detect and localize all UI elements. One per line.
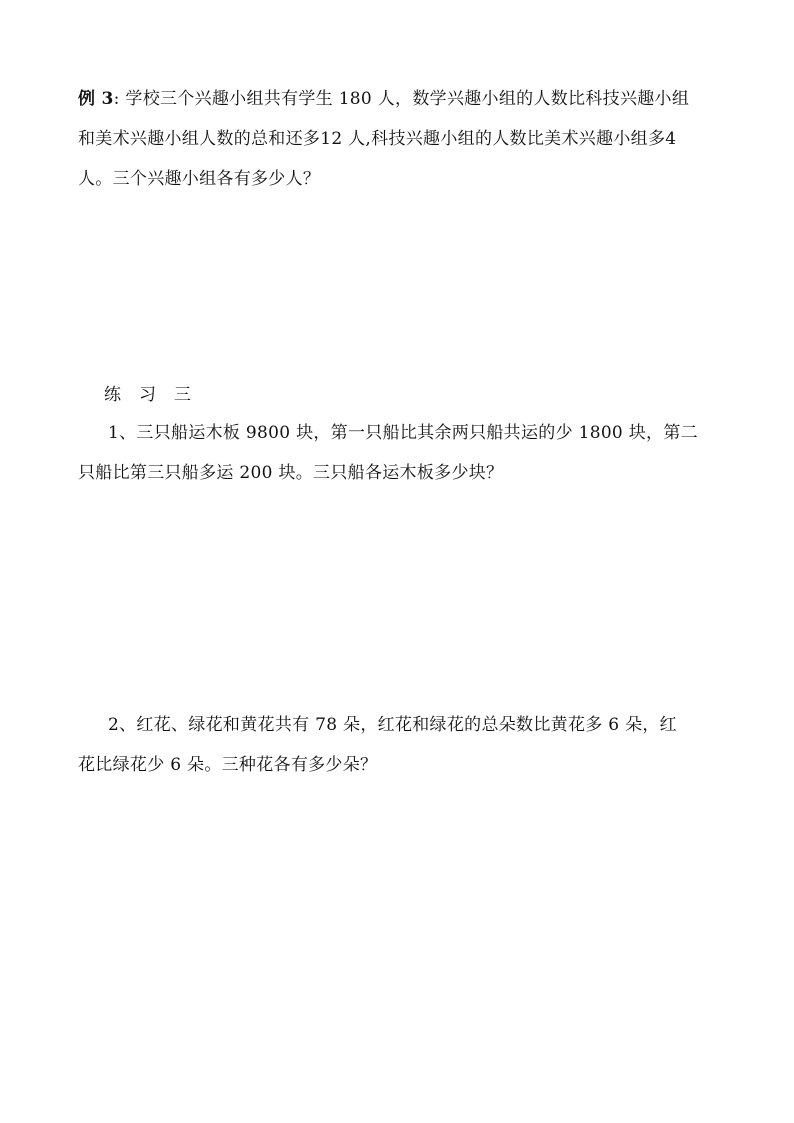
example-line-2: 和美术兴趣小组人数的总和还多12 人,科技兴趣小组的人数比美术兴趣小组多4 xyxy=(78,129,677,149)
exercise-1-line-1: 1、三只船运木板 9800 块，第一只船比其余两只船共运的少 1800 块，第二 xyxy=(108,423,698,443)
section-title: 练 习 三 xyxy=(104,385,192,405)
example-line-3: 人。三个兴趣小组各有多少人？ xyxy=(78,169,321,189)
example-label: 例 3 xyxy=(78,89,114,109)
exercise-1 xyxy=(78,422,724,502)
exercise-2-line-2: 花比绿花少 6 朵。三种花各有多少朵？ xyxy=(78,755,378,775)
exercise-1-line-2: 只船比第三只船多运 200 块。三只船各运木板多少块？ xyxy=(78,463,504,483)
exercise-2 xyxy=(78,714,724,794)
example-line-1 xyxy=(78,88,724,128)
example-text-1: : 学校三个兴趣小组共有学生 180 人，数学兴趣小组的人数比科技兴趣小组 xyxy=(113,89,690,109)
exercise-2-line-1: 2、红花、绿花和黄花共有 78 朵，红花和绿花的总朵数比黄花多 6 朵，红 xyxy=(108,715,677,735)
example-problem xyxy=(78,88,724,208)
